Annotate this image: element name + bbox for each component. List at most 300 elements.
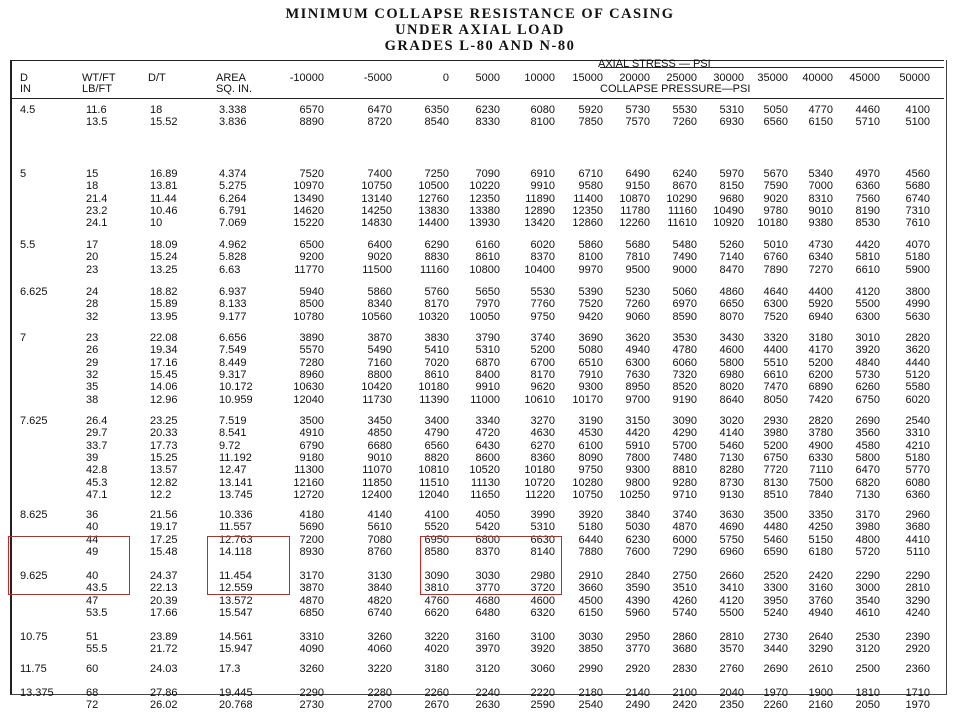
collapse-pressure-cell: 7610 <box>905 217 930 230</box>
collapse-pressure-cell: 4120 <box>719 594 744 607</box>
diameter-thickness-ratio: 27.86 <box>150 687 178 699</box>
collapse-pressure-cell: 4100 <box>905 104 930 116</box>
collapse-pressure-cell: 8020 <box>719 381 744 394</box>
collapse-pressure-cell: 9300 <box>578 381 603 394</box>
collapse-pressure-cell: 2750 <box>672 570 697 582</box>
collapse-pressure-cell: 8170 <box>424 298 449 311</box>
collapse-pressure-cell: 6970 <box>672 298 697 311</box>
collapse-pressure-cell: 3310 <box>905 427 930 440</box>
collapse-pressure-cell: 8400 <box>475 368 500 381</box>
collapse-pressure-cell: 4870 <box>299 594 324 607</box>
collapse-pressure-cell: 3920 <box>855 344 880 357</box>
collapse-pressure-cell: 4020 <box>424 643 449 656</box>
collapse-pressure-cell: 4060 <box>367 643 392 656</box>
collapse-pressure-cell: 3170 <box>855 509 880 521</box>
collapse-pressure-cell: 2420 <box>672 699 697 712</box>
collapse-pressure-cell: 5120 <box>905 368 930 381</box>
collapse-pressure-cell: 3160 <box>808 582 833 595</box>
collapse-pressure-cell: 10170 <box>572 393 603 406</box>
collapse-pressure-cell: 2830 <box>672 663 697 675</box>
weight-per-foot: 40 <box>86 570 99 582</box>
casing-diameter: 6.625 <box>20 286 48 298</box>
collapse-pressure-cell: 2700 <box>367 699 392 712</box>
collapse-pressure-cell: 5310 <box>719 104 744 116</box>
stress-header-6: 20000 <box>619 72 650 84</box>
cross-section-area: 11.557 <box>219 521 252 534</box>
collapse-pressure-cell: 3180 <box>424 663 449 675</box>
collapse-pressure-cell: 3770 <box>475 582 500 595</box>
highlight-box-d-wt <box>8 533 130 595</box>
collapse-pressure-cell: 3030 <box>578 631 603 643</box>
collapse-pressure-cell: 1710 <box>905 687 930 699</box>
collapse-pressure-cell: 3630 <box>719 509 744 521</box>
collapse-pressure-cell: 4990 <box>905 298 930 311</box>
collapse-pressure-cell: 9710 <box>672 488 697 501</box>
collapse-pressure-cell: 11160 <box>420 263 449 276</box>
collapse-pressure-cell: 2240 <box>475 687 500 699</box>
collapse-pressure-cell: 10290 <box>666 192 697 205</box>
collapse-pressure-cell: 12860 <box>572 217 603 230</box>
collapse-pressure-cell: 6260 <box>855 381 880 394</box>
collapse-pressure-cell: 5860 <box>578 239 603 251</box>
collapse-pressure-cell: 3780 <box>808 427 833 440</box>
diameter-thickness-ratio: 13.81 <box>150 180 178 193</box>
diameter-thickness-ratio: 24.03 <box>150 663 178 675</box>
collapse-pressure-cell: 7310 <box>905 204 930 217</box>
weight-per-foot: 39 <box>86 451 99 464</box>
diameter-thickness-ratio: 23.89 <box>150 631 178 643</box>
collapse-pressure-cell: 2920 <box>625 663 650 675</box>
collapse-pressure-cell: 7280 <box>299 356 324 369</box>
collapse-pressure-cell: 10920 <box>713 217 744 230</box>
collapse-pressure-cell: 10180 <box>418 381 449 394</box>
collapse-pressure-cell: 6500 <box>299 239 324 251</box>
collapse-pressure-cell: 10180 <box>757 217 788 230</box>
collapse-pressure-cell: 4900 <box>808 439 833 452</box>
weight-per-foot: 43.5 <box>86 582 108 595</box>
collapse-pressure-cell: 12350 <box>469 192 500 205</box>
collapse-pressure-cell: 9150 <box>625 180 650 193</box>
collapse-pressure-cell: 5650 <box>475 286 500 298</box>
collapse-pressure-cell: 5050 <box>763 104 788 116</box>
collapse-pressure-cell: 6440 <box>578 533 603 546</box>
collapse-pressure-cell: 2820 <box>808 415 833 427</box>
collapse-pressure-cell: 6820 <box>855 476 880 489</box>
cross-section-area: 10.336 <box>219 509 253 521</box>
collapse-pressure-cell: 8510 <box>763 488 788 501</box>
collapse-pressure-cell: 3020 <box>719 415 744 427</box>
collapse-pressure-cell: 5920 <box>578 104 603 116</box>
cross-section-area: 12.559 <box>219 582 253 595</box>
collapse-pressure-cell: 13490 <box>293 192 324 205</box>
cross-section-area: 8.541 <box>219 427 247 440</box>
collapse-pressure-cell: 2140 <box>625 687 650 699</box>
collapse-pressure-cell: 2860 <box>672 631 697 643</box>
diameter-thickness-ratio: 23.25 <box>150 415 178 427</box>
collapse-pressure-cell: 9060 <box>625 310 650 323</box>
collapse-pressure-cell: 2730 <box>763 631 788 643</box>
collapse-pressure-cell: 9130 <box>719 488 744 501</box>
collapse-pressure-cell: 11300 <box>294 464 324 477</box>
collapse-pressure-cell: 11850 <box>362 476 392 489</box>
collapse-pressure-cell: 3270 <box>530 415 555 427</box>
cross-section-area: 13.141 <box>219 476 253 489</box>
collapse-pressure-cell: 6710 <box>578 168 603 180</box>
collapse-pressure-cell: 8580 <box>424 545 449 558</box>
collapse-pressure-cell: 5730 <box>855 368 880 381</box>
collapse-pressure-cell: 3570 <box>719 643 744 656</box>
cross-section-area: 4.374 <box>219 168 247 180</box>
collapse-pressure-cell: 2640 <box>808 631 833 643</box>
collapse-pressure-cell: 2690 <box>855 415 880 427</box>
collapse-pressure-cell: 8280 <box>719 464 744 477</box>
collapse-pressure-cell: 3870 <box>299 582 324 595</box>
collapse-pressure-cell: 3290 <box>808 643 833 656</box>
collapse-pressure-cell: 6240 <box>672 168 697 180</box>
diameter-thickness-ratio: 21.72 <box>150 643 178 656</box>
collapse-pressure-cell: 7570 <box>625 116 650 129</box>
collapse-pressure-cell: 3090 <box>424 570 449 582</box>
collapse-pressure-cell: 4420 <box>855 239 880 251</box>
collapse-pressure-cell: 4440 <box>905 356 930 369</box>
collapse-pressure-cell: 10560 <box>361 310 392 323</box>
collapse-pressure-cell: 6980 <box>719 368 744 381</box>
collapse-pressure-cell: 7880 <box>578 545 603 558</box>
collapse-pressure-cell: 7630 <box>625 368 650 381</box>
stress-header-1: -5000 <box>363 72 392 84</box>
collapse-pressure-cell: 5800 <box>855 451 880 464</box>
collapse-pressure-cell: 10800 <box>469 263 500 276</box>
collapse-pressure-cell: 4870 <box>672 521 697 534</box>
collapse-pressure-cell: 9500 <box>625 263 650 276</box>
collapse-pressure-cell: 2840 <box>625 570 650 582</box>
collapse-pressure-cell: 2540 <box>905 415 930 427</box>
collapse-pressure-cell: 5750 <box>719 533 744 546</box>
weight-per-foot: 26 <box>86 344 99 357</box>
weight-per-foot: 47.1 <box>86 488 108 501</box>
collapse-pressure-cell: 10870 <box>619 192 650 205</box>
diameter-thickness-ratio: 17.16 <box>150 356 178 369</box>
weight-per-foot: 17 <box>86 239 99 251</box>
collapse-pressure-cell: 2930 <box>763 415 788 427</box>
collapse-pressure-cell: 3320 <box>763 332 788 344</box>
weight-per-foot: 72 <box>86 699 99 712</box>
collapse-pressure-cell: 4910 <box>299 427 324 440</box>
collapse-pressure-cell: 4210 <box>905 439 930 452</box>
collapse-pressure-cell: 2760 <box>719 663 744 675</box>
stress-header-7: 25000 <box>666 72 697 84</box>
collapse-pressure-cell: 8890 <box>299 116 324 129</box>
collapse-pressure-cell: 1970 <box>763 687 788 699</box>
collapse-pressure-cell: 7520 <box>763 310 788 323</box>
collapse-pressure-cell: 7130 <box>855 488 880 501</box>
collapse-pressure-cell: 7320 <box>672 368 697 381</box>
collapse-pressure-cell: 10780 <box>293 310 324 323</box>
collapse-pressure-cell: 4630 <box>530 427 555 440</box>
collapse-pressure-cell: 6180 <box>808 545 833 558</box>
collapse-pressure-cell: 3980 <box>855 521 880 534</box>
collapse-pressure-cell: 6360 <box>855 180 880 193</box>
collapse-pressure-cell: 6490 <box>625 168 650 180</box>
diameter-thickness-ratio: 21.56 <box>150 509 178 521</box>
diameter-thickness-ratio: 24.37 <box>150 570 178 582</box>
collapse-pressure-cell: 4580 <box>855 439 880 452</box>
collapse-pressure-cell: 4820 <box>367 594 392 607</box>
collapse-pressure-cell: 10630 <box>293 381 324 394</box>
collapse-pressure-cell: 6060 <box>672 356 697 369</box>
collapse-pressure-cell: 5630 <box>905 310 930 323</box>
collapse-pressure-cell: 8330 <box>475 116 500 129</box>
collapse-pressure-cell: 5200 <box>530 344 555 357</box>
stress-header-4: 10000 <box>524 72 555 84</box>
collapse-pressure-cell: 6760 <box>763 251 788 264</box>
collapse-pressure-cell: 6080 <box>905 476 930 489</box>
collapse-pressure-cell: 7760 <box>530 298 555 311</box>
collapse-pressure-cell: 11510 <box>419 476 449 489</box>
collapse-pressure-cell: 7720 <box>763 464 788 477</box>
cross-section-area: 4.962 <box>219 239 247 251</box>
collapse-pressure-cell: 3510 <box>672 582 697 595</box>
diameter-thickness-ratio: 15.24 <box>150 251 178 264</box>
diameter-thickness-ratio: 12.96 <box>150 393 178 406</box>
collapse-pressure-cell: 7480 <box>672 451 697 464</box>
stress-header-2: 0 <box>442 72 449 84</box>
collapse-pressure-cell: 3170 <box>299 570 324 582</box>
stress-header-0: -10000 <box>289 72 324 84</box>
axial-stress-label: AXIAL STRESS — PSI <box>598 58 711 70</box>
collapse-pressure-cell: 15220 <box>293 217 324 230</box>
collapse-pressure-cell: 5610 <box>367 521 392 534</box>
collapse-pressure-cell: 8640 <box>719 393 744 406</box>
collapse-pressure-cell: 2630 <box>475 699 500 712</box>
collapse-pressure-cell: 11770 <box>294 263 324 276</box>
cross-section-area: 15.547 <box>219 606 253 619</box>
stress-header-9: 35000 <box>757 72 788 84</box>
collapse-pressure-cell: 3220 <box>424 631 449 643</box>
collapse-pressure-cell: 2290 <box>855 570 880 582</box>
collapse-pressure-cell: 8670 <box>672 180 697 193</box>
collapse-pressure-cell: 2730 <box>299 699 324 712</box>
collapse-pressure-cell: 4640 <box>763 286 788 298</box>
collapse-pressure-cell: 7090 <box>475 168 500 180</box>
collapse-pressure-cell: 5200 <box>763 439 788 452</box>
collapse-pressure-cell: 6270 <box>530 439 555 452</box>
collapse-pressure-cell: 8820 <box>424 451 449 464</box>
collapse-pressure-cell: 4730 <box>808 239 833 251</box>
cross-section-area: 3.836 <box>219 116 247 129</box>
collapse-pressure-cell: 3400 <box>424 415 449 427</box>
collapse-pressure-cell: 8150 <box>719 180 744 193</box>
collapse-pressure-cell: 3620 <box>905 344 930 357</box>
collapse-pressure-cell: 4530 <box>578 427 603 440</box>
collapse-pressure-cell: 11400 <box>573 192 603 205</box>
weight-per-foot: 51 <box>86 631 99 643</box>
collapse-pressure-cell: 6330 <box>808 451 833 464</box>
collapse-pressure-cell: 12890 <box>524 204 555 217</box>
collapse-pressure-cell: 8360 <box>530 451 555 464</box>
collapse-pressure-cell: 2690 <box>763 663 788 675</box>
collapse-pressure-cell: 5730 <box>625 104 650 116</box>
collapse-pressure-cell: 6560 <box>424 439 449 452</box>
collapse-pressure-cell: 5010 <box>763 239 788 251</box>
collapse-pressure-cell: 2490 <box>625 699 650 712</box>
cross-section-area: 7.549 <box>219 344 247 357</box>
weight-per-foot: 26.4 <box>86 415 108 427</box>
collapse-pressure-cell: 7840 <box>808 488 833 501</box>
collapse-pressure-cell: 5230 <box>625 286 650 298</box>
weight-per-foot: 53.5 <box>86 606 108 619</box>
cross-section-area: 8.133 <box>219 298 247 311</box>
collapse-pressure-cell: 5960 <box>625 606 650 619</box>
collapse-pressure-cell: 3800 <box>905 286 930 298</box>
collapse-pressure-cell: 9300 <box>625 464 650 477</box>
collapse-pressure-cell: 8610 <box>475 251 500 264</box>
stress-header-12: 50000 <box>899 72 930 84</box>
collapse-pressure-cell: 12160 <box>293 476 324 489</box>
collapse-pressure-cell: 4970 <box>855 168 880 180</box>
collapse-pressure-cell: 3500 <box>763 509 788 521</box>
collapse-pressure-cell: 6610 <box>763 368 788 381</box>
cross-section-area: 13.572 <box>219 594 253 607</box>
collapse-pressure-cell: 4290 <box>672 427 697 440</box>
collapse-pressure-cell: 2980 <box>530 570 555 582</box>
collapse-pressure-cell: 3660 <box>578 582 603 595</box>
collapse-pressure-cell: 9010 <box>367 451 392 464</box>
collapse-pressure-cell: 5860 <box>367 286 392 298</box>
collapse-pressure-cell: 5710 <box>855 116 880 129</box>
cross-section-area: 15.947 <box>219 643 253 656</box>
table-title-line-1: MINIMUM COLLAPSE RESISTANCE OF CASING <box>285 6 675 22</box>
stress-header-3: 5000 <box>475 72 500 84</box>
collapse-pressure-cell: 7260 <box>672 116 697 129</box>
collapse-pressure-cell: 3260 <box>299 663 324 675</box>
collapse-pressure-cell: 2260 <box>424 687 449 699</box>
collapse-pressure-cell: 5260 <box>719 239 744 251</box>
collapse-pressure-cell: 6000 <box>672 533 697 546</box>
collapse-pressure-cell: 11000 <box>470 393 500 406</box>
collapse-pressure-cell: 3970 <box>475 643 500 656</box>
collapse-pressure-cell: 2530 <box>855 631 880 643</box>
weight-per-foot: 55.5 <box>86 643 108 656</box>
collapse-pressure-cell: 5740 <box>672 606 697 619</box>
collapse-pressure-cell: 2290 <box>299 687 324 699</box>
collapse-pressure-cell: 2360 <box>905 663 930 675</box>
collapse-pressure-cell: 12040 <box>418 488 449 501</box>
collapse-pressure-cell: 6940 <box>808 310 833 323</box>
collapse-pressure-cell: 3810 <box>424 582 449 595</box>
collapse-pressure-cell: 14620 <box>293 204 324 217</box>
area-header: AREA <box>216 72 246 84</box>
collapse-pressure-cell: 5800 <box>719 356 744 369</box>
collapse-pressure-cell: 10250 <box>619 488 650 501</box>
cross-section-area: 13.745 <box>219 488 253 501</box>
collapse-pressure-cell: 5150 <box>808 533 833 546</box>
collapse-pressure-cell: 11160 <box>668 204 697 217</box>
cross-section-area: 10.172 <box>219 381 253 394</box>
collapse-pressure-cell: 5510 <box>763 356 788 369</box>
collapse-pressure-cell: 6020 <box>530 239 555 251</box>
diameter-thickness-ratio: 22.13 <box>150 582 178 595</box>
diameter-thickness-ratio: 14.06 <box>150 381 178 394</box>
weight-per-foot: 33.7 <box>86 439 108 452</box>
collapse-pressure-cell: 12720 <box>293 488 324 501</box>
collapse-pressure-cell: 3310 <box>299 631 324 643</box>
collapse-pressure-cell: 13140 <box>361 192 392 205</box>
diameter-thickness-ratio: 17.25 <box>150 533 178 546</box>
weight-per-foot: 13.5 <box>86 116 108 129</box>
collapse-pressure-cell: 3850 <box>578 643 603 656</box>
collapse-pressure-cell: 7800 <box>625 451 650 464</box>
cross-section-area: 9.72 <box>219 439 241 452</box>
diameter-thickness-ratio: 20.39 <box>150 594 178 607</box>
collapse-pressure-cell: 2390 <box>905 631 930 643</box>
collapse-pressure-cell: 5310 <box>475 344 500 357</box>
collapse-pressure-cell: 8130 <box>763 476 788 489</box>
collapse-pressure-cell: 8810 <box>672 464 697 477</box>
casing-diameter: 13.375 <box>20 687 54 699</box>
weight-per-foot: 68 <box>86 687 99 699</box>
collapse-pressure-cell: 5910 <box>625 439 650 452</box>
collapse-pressure-cell: 9380 <box>808 217 833 230</box>
collapse-pressure-cell: 7130 <box>719 451 744 464</box>
weight-per-foot: 20 <box>86 251 99 264</box>
collapse-pressure-cell: 4100 <box>424 509 449 521</box>
collapse-pressure-cell: 7600 <box>625 545 650 558</box>
diameter-thickness-ratio: 16.89 <box>150 168 178 180</box>
weight-per-foot: 35 <box>86 381 99 394</box>
weight-per-foot: 36 <box>86 509 99 521</box>
collapse-pressure-cell: 9750 <box>530 310 555 323</box>
collapse-pressure-cell: 3990 <box>530 509 555 521</box>
collapse-pressure-cell: 5340 <box>808 168 833 180</box>
collapse-pressure-cell: 6150 <box>578 606 603 619</box>
collapse-pressure-cell: 9700 <box>625 393 650 406</box>
collapse-pressure-cell: 3440 <box>763 643 788 656</box>
diameter-thickness-ratio: 15.52 <box>150 116 178 129</box>
collapse-pressure-cell: 1900 <box>808 687 833 699</box>
collapse-pressure-cell: 3030 <box>475 570 500 582</box>
cross-section-area: 14.561 <box>219 631 253 643</box>
collapse-pressure-cell: 4400 <box>763 344 788 357</box>
collapse-pressure-cell: 7520 <box>578 298 603 311</box>
collapse-pressure-cell: 6150 <box>808 116 833 129</box>
collapse-pressure-cell: 8470 <box>719 263 744 276</box>
collapse-pressure-cell: 4240 <box>905 606 930 619</box>
diameter-thickness-ratio: 18.09 <box>150 239 178 251</box>
collapse-pressure-cell: 2910 <box>578 570 603 582</box>
collapse-pressure-cell: 7850 <box>578 116 603 129</box>
collapse-pressure-cell: 6300 <box>625 356 650 369</box>
collapse-pressure-cell: 4180 <box>299 509 324 521</box>
cross-section-area: 7.069 <box>219 217 247 230</box>
collapse-pressure-cell: 8310 <box>808 192 833 205</box>
collapse-pressure-cell: 13830 <box>418 204 449 217</box>
weight-per-foot: 45.3 <box>86 476 108 489</box>
collapse-pressure-cell: 2660 <box>719 570 744 582</box>
cross-section-area: 6.937 <box>219 286 247 298</box>
collapse-pressure-cell: 8930 <box>299 545 324 558</box>
collapse-pressure-cell: 5690 <box>299 521 324 534</box>
dt-header: D/T <box>148 72 166 84</box>
collapse-pressure-cell: 2960 <box>905 509 930 521</box>
collapse-pressure-cell: 2540 <box>578 699 603 712</box>
weight-per-foot: 38 <box>86 393 99 406</box>
collapse-pressure-cell: 6650 <box>719 298 744 311</box>
weight-per-foot: 49 <box>86 545 99 558</box>
collapse-pressure-cell: 2290 <box>905 570 930 582</box>
header-bottom-rule <box>10 98 944 99</box>
collapse-pressure-cell: 5720 <box>855 545 880 558</box>
